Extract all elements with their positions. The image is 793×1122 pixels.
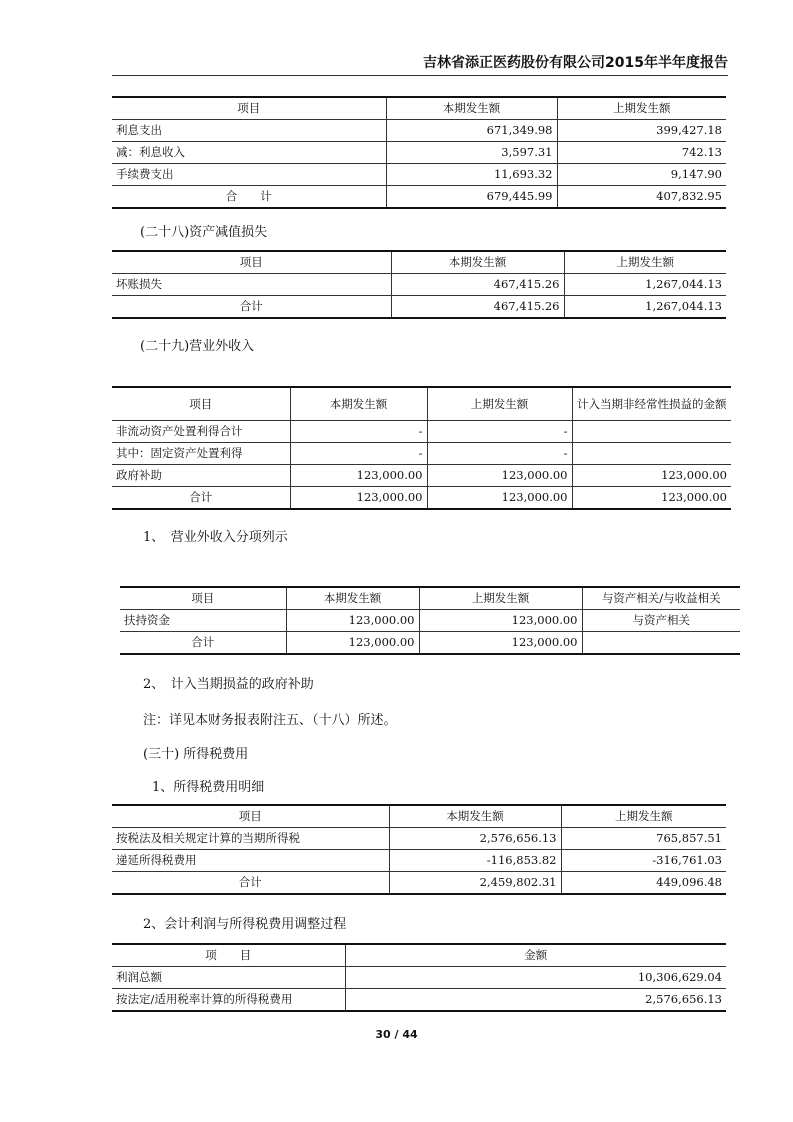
cell: -316,761.03 bbox=[561, 850, 726, 872]
table-row bbox=[112, 443, 731, 465]
cell: 2,459,802.31 bbox=[389, 872, 561, 895]
header-cell: 上期发生额 bbox=[561, 805, 726, 828]
cell: 123,000.00 bbox=[427, 487, 572, 510]
cell bbox=[572, 443, 731, 465]
cell: 123,000.00 bbox=[427, 465, 572, 487]
header-cell: 金额 bbox=[345, 944, 726, 967]
report-header-title: 吉林省添正医药股份有限公司2015年半年度报告 bbox=[423, 55, 728, 71]
note-text: 注：详见本财务报表附注五、（十八）所述。 bbox=[143, 713, 397, 728]
cell: 742.13 bbox=[557, 142, 726, 164]
table-total-row bbox=[112, 296, 726, 319]
table-row bbox=[112, 989, 726, 1012]
table-row bbox=[112, 465, 731, 487]
finance-expense-table bbox=[112, 96, 726, 209]
cell: 679,445.99 bbox=[386, 186, 557, 209]
table-total-row bbox=[112, 872, 726, 895]
cell: 利息支出 bbox=[112, 120, 386, 142]
cell: 449,096.48 bbox=[561, 872, 726, 895]
cell: -116,853.82 bbox=[389, 850, 561, 872]
subsection-title: 1、 营业外收入分项列示 bbox=[143, 530, 288, 545]
cell: 坏账损失 bbox=[112, 274, 391, 296]
page-number: 30 / 44 bbox=[375, 1028, 418, 1041]
table-row bbox=[112, 164, 726, 186]
cell: 11,693.32 bbox=[386, 164, 557, 186]
cell: 非流动资产处置利得合计 bbox=[112, 421, 290, 443]
cell: 政府补助 bbox=[112, 465, 290, 487]
table-row bbox=[112, 850, 726, 872]
table-header-row bbox=[112, 805, 726, 828]
tax-reconciliation-table bbox=[112, 943, 726, 1012]
cell bbox=[572, 421, 731, 443]
cell: 合计 bbox=[112, 487, 290, 510]
header-cell: 本期发生额 bbox=[386, 97, 557, 120]
cell: 合 计 bbox=[112, 186, 386, 209]
table-row bbox=[120, 610, 740, 632]
income-breakdown-table bbox=[120, 586, 740, 655]
table-header-row bbox=[112, 387, 731, 421]
cell bbox=[582, 632, 740, 655]
cell: 1,267,044.13 bbox=[564, 296, 726, 319]
table-total-row bbox=[120, 632, 740, 655]
cell: - bbox=[290, 421, 427, 443]
table-row bbox=[112, 421, 731, 443]
cell: 1,267,044.13 bbox=[564, 274, 726, 296]
table-header-row bbox=[112, 251, 726, 274]
cell: 765,857.51 bbox=[561, 828, 726, 850]
header-cell: 上期发生额 bbox=[419, 587, 582, 610]
header-cell: 计入当期非经常性损益的金额 bbox=[572, 387, 731, 421]
cell: 467,415.26 bbox=[391, 296, 564, 319]
cell: 671,349.98 bbox=[386, 120, 557, 142]
asset-impairment-table bbox=[112, 250, 726, 319]
cell: 123,000.00 bbox=[419, 610, 582, 632]
cell: 合计 bbox=[112, 872, 389, 895]
table-row bbox=[112, 274, 726, 296]
subsection-title: 2、 计入当期损益的政府补助 bbox=[143, 677, 314, 692]
section-title: (二十九)营业外收入 bbox=[140, 339, 255, 354]
non-operating-income-table bbox=[112, 386, 731, 510]
cell: 2,576,656.13 bbox=[389, 828, 561, 850]
subsection-title: 1、所得税费用明细 bbox=[152, 780, 265, 795]
table-total-row bbox=[112, 487, 731, 510]
header-cell: 本期发生额 bbox=[290, 387, 427, 421]
table-row bbox=[112, 142, 726, 164]
table-header-row bbox=[112, 97, 726, 120]
cell: 407,832.95 bbox=[557, 186, 726, 209]
header-divider bbox=[112, 75, 728, 76]
cell: - bbox=[427, 421, 572, 443]
cell: 2,576,656.13 bbox=[345, 989, 726, 1012]
header-cell: 本期发生额 bbox=[391, 251, 564, 274]
header-cell: 上期发生额 bbox=[564, 251, 726, 274]
cell: 399,427.18 bbox=[557, 120, 726, 142]
cell: 与资产相关 bbox=[582, 610, 740, 632]
cell: 123,000.00 bbox=[290, 487, 427, 510]
header-cell: 项目 bbox=[112, 805, 389, 828]
cell: 递延所得税费用 bbox=[112, 850, 389, 872]
subsection-title: 2、会计利润与所得税费用调整过程 bbox=[143, 917, 347, 932]
cell: 123,000.00 bbox=[419, 632, 582, 655]
cell: 减：利息收入 bbox=[112, 142, 386, 164]
cell: 合计 bbox=[112, 296, 391, 319]
table-header-row bbox=[120, 587, 740, 610]
cell: 扶持资金 bbox=[120, 610, 286, 632]
header-cell: 项目 bbox=[112, 97, 386, 120]
cell: 467,415.26 bbox=[391, 274, 564, 296]
table-header-row bbox=[112, 944, 726, 967]
cell: 按税法及相关规定计算的当期所得税 bbox=[112, 828, 389, 850]
section-title: (二十八)资产减值损失 bbox=[140, 225, 268, 240]
cell: - bbox=[290, 443, 427, 465]
cell: 123,000.00 bbox=[572, 465, 731, 487]
header-cell: 上期发生额 bbox=[427, 387, 572, 421]
cell: - bbox=[427, 443, 572, 465]
table-row bbox=[112, 120, 726, 142]
cell: 123,000.00 bbox=[286, 632, 419, 655]
section-title: (三十) 所得税费用 bbox=[143, 747, 249, 762]
cell: 3,597.31 bbox=[386, 142, 557, 164]
cell: 手续费支出 bbox=[112, 164, 386, 186]
header-cell: 项目 bbox=[120, 587, 286, 610]
table-row bbox=[112, 967, 726, 989]
header-cell: 项目 bbox=[112, 251, 391, 274]
cell: 123,000.00 bbox=[286, 610, 419, 632]
cell: 利润总额 bbox=[112, 967, 345, 989]
cell: 123,000.00 bbox=[572, 487, 731, 510]
header-cell: 上期发生额 bbox=[557, 97, 726, 120]
cell: 9,147.90 bbox=[557, 164, 726, 186]
cell: 合计 bbox=[120, 632, 286, 655]
table-total-row bbox=[112, 186, 726, 209]
cell: 123,000.00 bbox=[290, 465, 427, 487]
header-cell: 项目 bbox=[112, 387, 290, 421]
cell: 其中：固定资产处置利得 bbox=[112, 443, 290, 465]
table-row bbox=[112, 828, 726, 850]
header-cell: 与资产相关/与收益相关 bbox=[582, 587, 740, 610]
header-cell: 本期发生额 bbox=[389, 805, 561, 828]
income-tax-detail-table bbox=[112, 804, 726, 895]
cell: 10,306,629.04 bbox=[345, 967, 726, 989]
cell: 按法定/适用税率计算的所得税费用 bbox=[112, 989, 345, 1012]
header-cell: 本期发生额 bbox=[286, 587, 419, 610]
header-cell: 项 目 bbox=[112, 944, 345, 967]
